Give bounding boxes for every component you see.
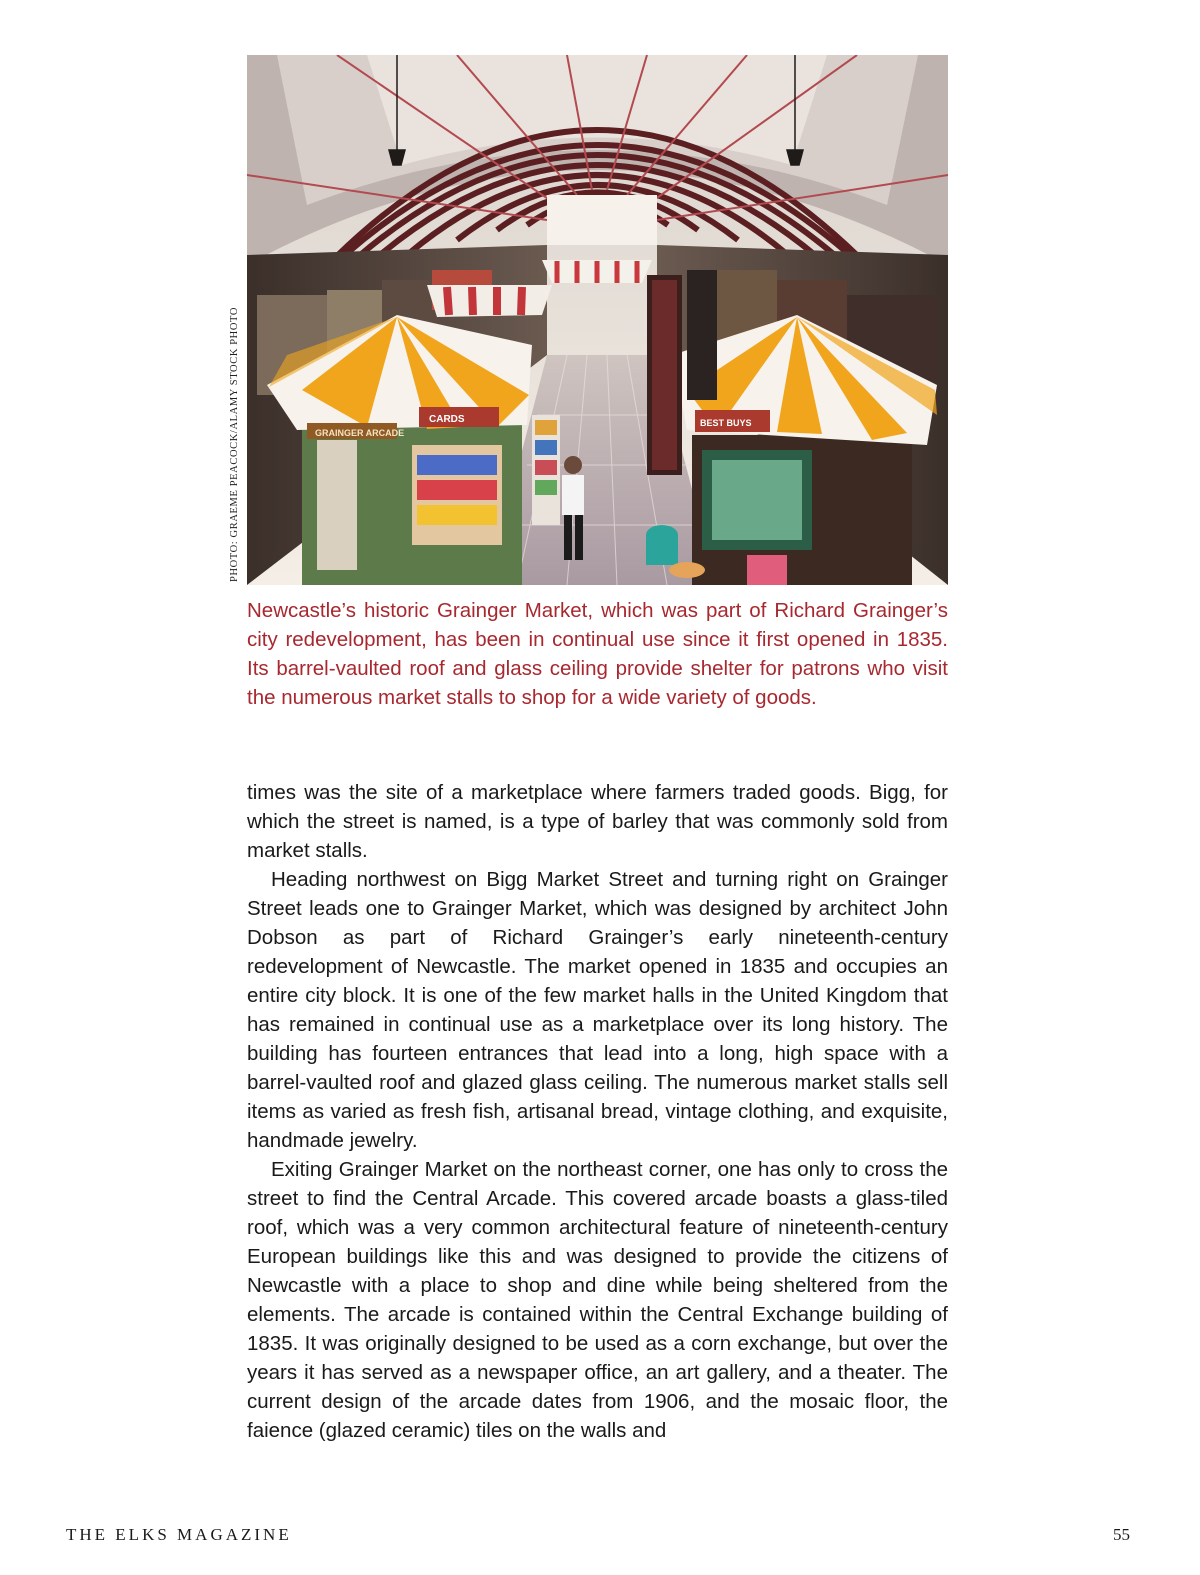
grainger-arcade-sign: GRAINGER ARCADE: [315, 428, 405, 438]
cards-sign: CARDS: [429, 414, 465, 425]
page-number: 55: [1113, 1525, 1130, 1544]
photo-caption: Newcastle’s historic Grainger Market, which was part of Richard Grainger’s city redevelopment, has been in continual use since it first opened in 1835. Its barrel-vaulted roof and glass ceiling provide shelter for patrons who visit the numerous market stalls to shop for a wide variety of goods.: [247, 599, 948, 709]
card-rack: [532, 415, 560, 525]
magazine-name: THE ELKS MAGAZINE: [66, 1525, 292, 1544]
article-body: [247, 778, 948, 1445]
best-buys-sign: BEST BUYS: [700, 418, 752, 428]
far-window: [547, 195, 657, 245]
left-stall: [267, 315, 532, 585]
photo-credit: PHOTO: GRAEME PEACOCK/ALAMY STOCK PHOTO: [229, 306, 240, 582]
paragraph: Exiting Grainger Market on the northeast corner, one has only to cross the street to find the Central Arcade. This covered arcade boasts a glass-tiled roof, which was a very common architectural feature of nineteenth-century European buildings like this and was designed to provide the citizens of Newcastle with a place to shop and dine while being sheltered from the elements. The arcade is contained within the Central Exchange building of 1835. It was originally designed to be used as a corn exchange, but over the years it has served as a newspaper office, an art gallery, and a theater. The current design of the arcade dates from 1906, and the mosaic floor, the faience (glazed ceramic) tiles on the walls and: [247, 1158, 948, 1442]
paragraph: Heading northwest on Bigg Market Street and turning right on Grainger Street leads one to Grainger Market, which was designed by architect John Dobson as part of Richard Grainger’s early nineteenth-century redevelopment of Newcastle. The market opened in 1835 and occupies an entire city block. It is one of the few market halls in the United Kingdom that has remained in continual use as a marketplace over its long history. The building has fourteen entrances that lead into a long, high space with a barrel-vaulted roof and glazed glass ceiling. The numerous market stalls sell items as varied as fresh fish, artisanal bread, vintage clothing, and exquisite, handmade jewelry.: [247, 868, 948, 1152]
paragraph: times was the site of a marketplace where farmers traded goods. Bigg, for which the street is named, is a type of barley that was commonly sold from market stalls.: [247, 781, 948, 862]
market-hall-illustration: [247, 55, 948, 585]
market-hall-photo: [247, 55, 948, 585]
